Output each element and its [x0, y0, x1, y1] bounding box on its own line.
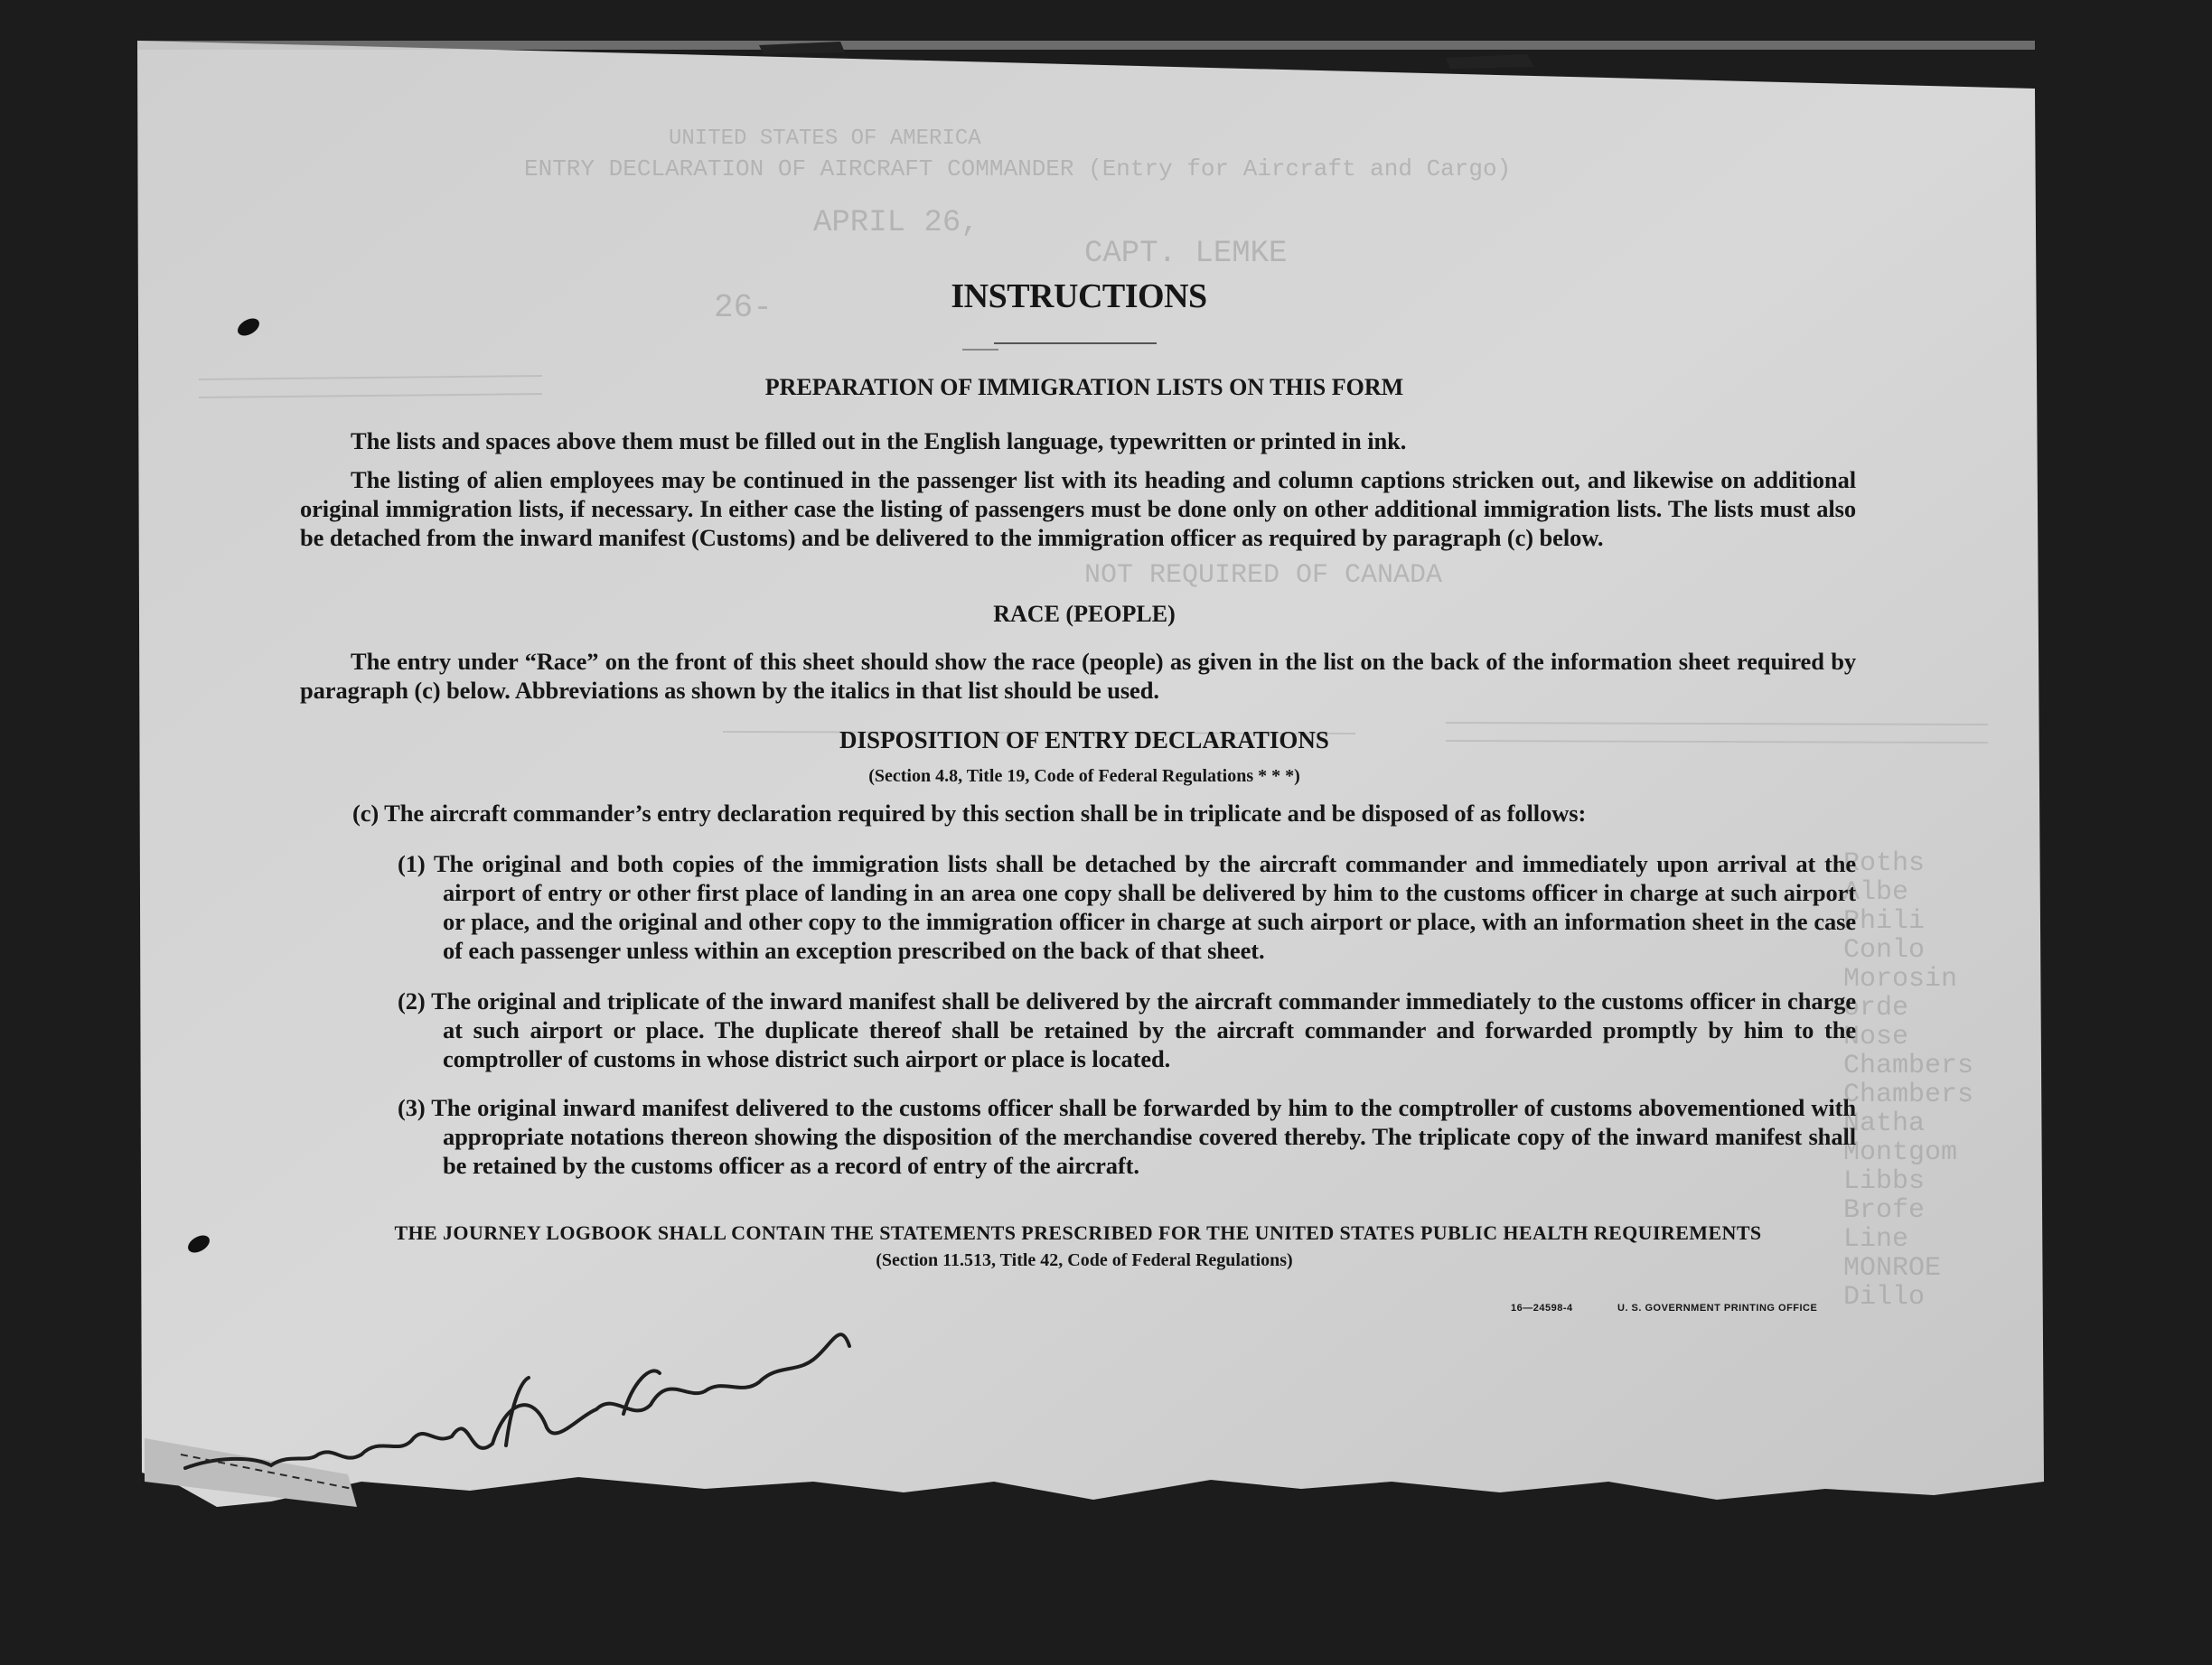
list-item [398, 849, 1856, 965]
paragraph: The entry under “Race” on the front of this sheet should show the race (people) as given in the list on the back of the information sheet required by paragraph (c) below. Abbreviations as shown by the italics in that list should be used. [300, 648, 1856, 704]
list-item [398, 1093, 1856, 1180]
list-item-text: (3) The original inward manifest delivered to the customs officer shall be forwarded by him to the comptroller of customs abovementioned with appropriate notations thereon showing the disposition of the merchandise covered thereby. The triplicate copy of the inward manifest shall be retained by the customs officer as a record of entry of the aircraft. [398, 1094, 1856, 1179]
list-item [398, 987, 1856, 1073]
bleed-through-line: APRIL 26, [813, 206, 979, 240]
footer-statement: THE JOURNEY LOGBOOK SHALL CONTAIN THE STATEMENTS PRESCRIBED FOR THE UNITED STATES PUBLIC HEALTH REQUIREMENTS [394, 1221, 1762, 1244]
bleed-through-line: UNITED STATES OF AMERICA [669, 126, 981, 151]
section-citation: (Section 4.8, Title 19, Code of Federal Regulations * * *) [868, 766, 1300, 786]
paragraph: The listing of alien employees may be continued in the passenger list with its heading and column captions stricken out, and likewise on additional original immigration lists, if necessary. In either case the listing of passengers must be done only on other additional immigration lists. The lists must also be detached from the inward manifest (Customs) and be delivered to the immigration officer as required by paragraph (c) below. [300, 466, 1856, 551]
section-heading-disposition: DISPOSITION OF ENTRY DECLARATIONS [839, 726, 1329, 753]
printing-office: U. S. GOVERNMENT PRINTING OFFICE [1617, 1303, 1818, 1314]
paragraph-c: (c) The aircraft commander’s entry declaration required by this section shall be in triplicate and be disposed of as follows: [352, 800, 1587, 827]
bleed-through-column: Roths Albe Phili Conlo Morosin orde Nose Chambers Chambers Natha Montgom Libbs Brofe Line MONROE Dillo [1843, 848, 1974, 1313]
bleed-through-line: 26- [714, 289, 773, 326]
list-item-text: (2) The original and triplicate of the inward manifest shall be delivered by the aircraft commander immediately to the customs officer in charge at such airport or place. The duplicate thereof shall be retained by the aircraft commander and forwarded promptly by him to the comptroller of customs in whose district such airport or place is located. [398, 987, 1856, 1072]
page-title: INSTRUCTIONS [951, 277, 1207, 315]
bleed-through-line: NOT REQUIRED OF CANADA [1084, 560, 1443, 591]
section-heading-preparation: PREPARATION OF IMMIGRATION LISTS ON THIS FORM [764, 374, 1404, 400]
bleed-through-line: CAPT. LEMKE [1084, 237, 1288, 271]
footer-citation: (Section 11.513, Title 42, Code of Federal Regulations) [876, 1250, 1293, 1270]
paragraph: The lists and spaces above them must be filled out in the English language, typewritten or printed in ink. [351, 427, 1407, 454]
list-item-text: (1) The original and both copies of the immigration lists shall be detached by the aircraft commander and immediately upon arrival at the airport of entry or other first place of landing in an area one copy shall be delivered by him to the customs officer in charge at such airport or place, and the original and other copy to the immigration officer in charge at such airport or place, with an information sheet in the case of each passenger unless within an exception prescribed on the back of that sheet. [398, 850, 1856, 964]
section-heading-race: RACE (PEOPLE) [993, 601, 1176, 627]
form-number: 16—24598-4 [1511, 1303, 1573, 1314]
bleed-through-line: ENTRY DECLARATION OF AIRCRAFT COMMANDER (Entry for Aircraft and Cargo) [524, 155, 1512, 182]
